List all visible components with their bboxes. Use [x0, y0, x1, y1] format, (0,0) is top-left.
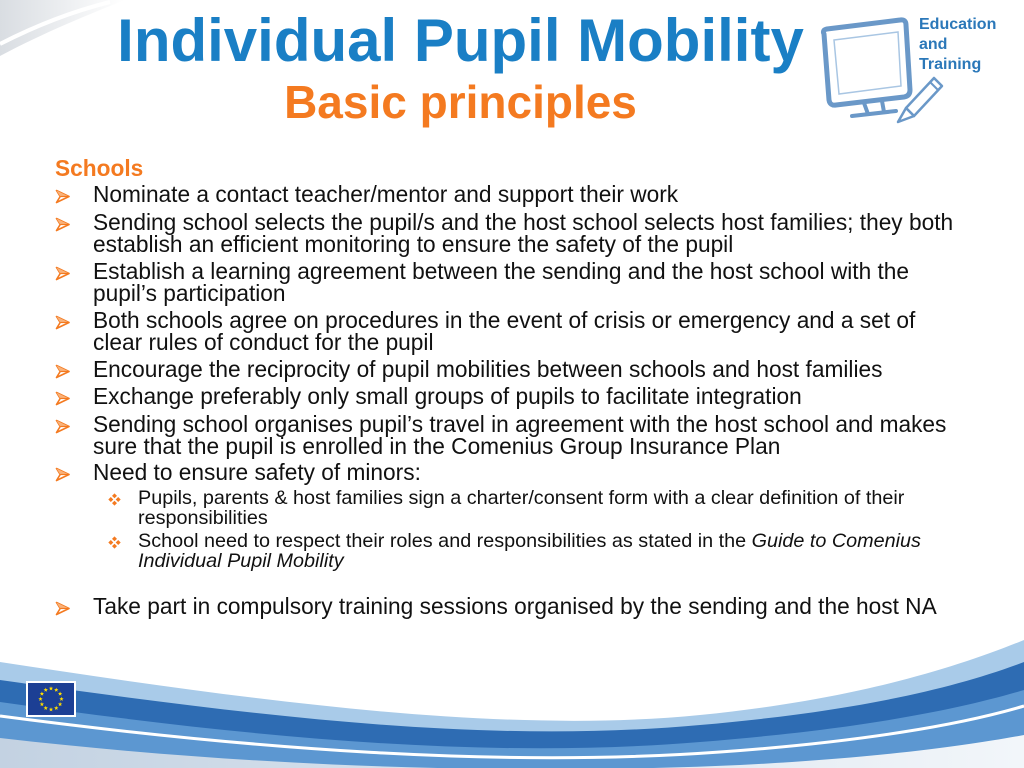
- bullet-text: [93, 413, 946, 457]
- bullet-item: [55, 183, 678, 205]
- slide-subtitle: Basic principles: [284, 76, 637, 128]
- bullet-line: Nominate a contact teacher/mentor and support their work: [93, 181, 679, 207]
- sub-bullet-item: [108, 488, 904, 528]
- arrow-bullet-icon: [55, 419, 70, 434]
- logo-line: Training: [919, 56, 982, 73]
- bullet-line: Sending school selects the pupil/s and the host school selects host families; they both: [93, 209, 954, 235]
- sub-bullet-text: [138, 531, 921, 571]
- bullet-item: [55, 309, 915, 353]
- bullet-item: [55, 358, 882, 380]
- guide-title-italic: Individual Pupil Mobility: [138, 550, 344, 572]
- bullet-text: [93, 595, 937, 617]
- arrow-bullet-icon: [55, 315, 70, 330]
- bullet-line: Take part in compulsory training sessions organised by the sending and the host NA: [93, 593, 937, 619]
- arrow-bullet-icon: [55, 601, 70, 616]
- bullet-line: clear rules of conduct for the pupil: [93, 329, 434, 355]
- bullet-text: [93, 260, 909, 304]
- footer-wave-decoration: [0, 620, 1024, 768]
- bullet-text: [93, 183, 678, 205]
- bullet-line: Both schools agree on procedures in the event of crisis or emergency and a set of: [93, 307, 916, 333]
- bullet-item: [55, 260, 909, 304]
- bullet-item: [55, 385, 802, 407]
- bullet-line: Exchange preferably only small groups of pupils to facilitate integration: [93, 383, 802, 409]
- bullet-item: [55, 595, 937, 617]
- diamond-bullet-icon: [108, 493, 121, 506]
- slide-title: Individual Pupil Mobility: [117, 7, 804, 74]
- bullet-text: [93, 211, 953, 255]
- arrow-bullet-icon: [55, 217, 70, 232]
- sub-bullet-item: [108, 531, 921, 571]
- diamond-bullet-icon: [108, 536, 121, 549]
- eu-flag-icon: [26, 681, 76, 717]
- arrow-bullet-icon: [55, 391, 70, 406]
- bullet-line: establish an efficient monitoring to ensure the safety of the pupil: [93, 231, 734, 257]
- bullet-line: Need to ensure safety of minors:: [93, 459, 421, 485]
- bullet-text: [93, 309, 915, 353]
- arrow-bullet-icon: [55, 364, 70, 379]
- sub-bullet-line: Pupils, parents & host families sign a charter/consent form with a clear definition of their: [138, 487, 905, 509]
- sub-bullet-line: [138, 531, 921, 551]
- arrow-bullet-icon: [55, 266, 70, 281]
- guide-title-italic: Guide to Comenius: [751, 530, 921, 552]
- bullet-line: pupil’s participation: [93, 280, 286, 306]
- bullet-line: Encourage the reciprocity of pupil mobilities between schools and host families: [93, 356, 883, 382]
- arrow-bullet-icon: [55, 189, 70, 204]
- section-heading: Schools: [55, 155, 144, 181]
- bullet-line: Establish a learning agreement between the sending and the host school with the: [93, 258, 910, 284]
- bullet-text: [93, 385, 802, 407]
- logo-text: [919, 15, 996, 75]
- bullet-line: Sending school organises pupil’s travel in agreement with the host school and makes: [93, 411, 947, 437]
- bullet-line: sure that the pupil is enrolled in the Comenius Group Insurance Plan: [93, 433, 781, 459]
- bullet-item: [55, 413, 946, 457]
- sub-bullet-line: responsibilities: [138, 507, 268, 529]
- logo-line: Education: [919, 16, 997, 33]
- bullet-text: [93, 358, 882, 380]
- logo-line: and: [919, 36, 948, 53]
- sub-bullet-line: [138, 551, 921, 571]
- bullet-item: [55, 461, 421, 483]
- bullet-item: [55, 211, 953, 255]
- sub-bullet-plain-text: School need to respect their roles and responsibilities as stated in the: [138, 530, 747, 552]
- bullet-text: [93, 461, 421, 483]
- arrow-bullet-icon: [55, 467, 70, 482]
- sub-bullet-text: [138, 488, 904, 528]
